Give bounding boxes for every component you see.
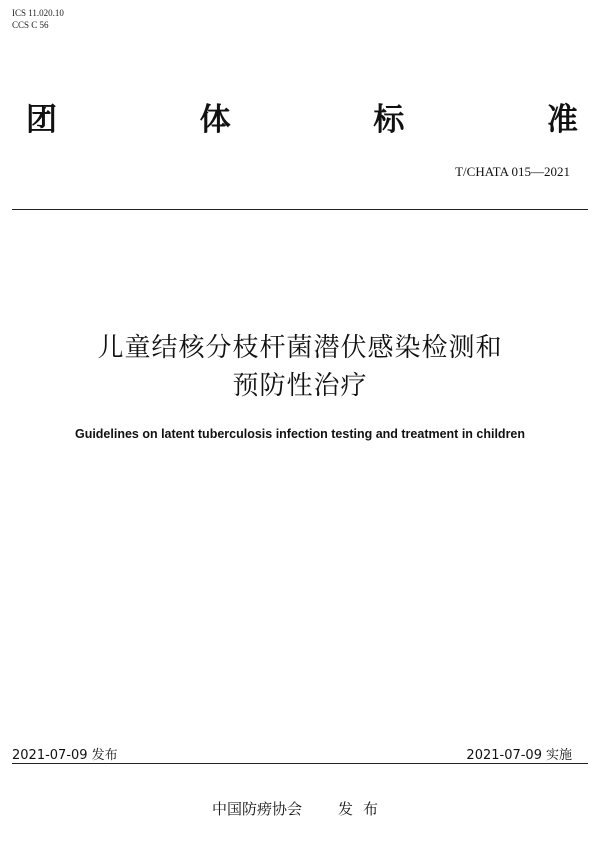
effective-date-value: 2021-07-09	[466, 748, 542, 763]
publish-date-value: 2021-07-09	[12, 748, 88, 763]
standard-type-char: 体	[199, 102, 231, 138]
issuer-line	[0, 798, 600, 819]
effective-date	[466, 744, 572, 763]
classification-codes	[12, 7, 64, 31]
standard-type-char: 标	[373, 102, 405, 138]
standard-number: T/CHATA 015—2021	[455, 164, 570, 179]
standard-type-char: 准	[546, 102, 578, 138]
issuer-name: 中国防痨协会	[211, 800, 302, 818]
issuer-verb: 发布	[338, 800, 389, 818]
standard-type-char: 团	[26, 102, 57, 138]
ccs-code: CCS C 56	[12, 20, 49, 30]
chinese-title-line-1: 儿童结核分枝杆菌潜伏感染检测和	[97, 333, 503, 363]
publish-date-label: 发布	[91, 748, 118, 763]
bottom-divider	[12, 763, 588, 764]
ics-code: ICS 11.020.10	[12, 8, 64, 18]
publish-date	[12, 744, 118, 763]
top-divider	[12, 209, 588, 210]
effective-date-label: 实施	[545, 748, 572, 763]
chinese-title-line-2: 预防性治疗	[232, 371, 368, 401]
standard-type-heading	[26, 98, 578, 142]
english-title: Guidelines on latent tuberculosis infection testing and treatment in children	[74, 427, 526, 441]
